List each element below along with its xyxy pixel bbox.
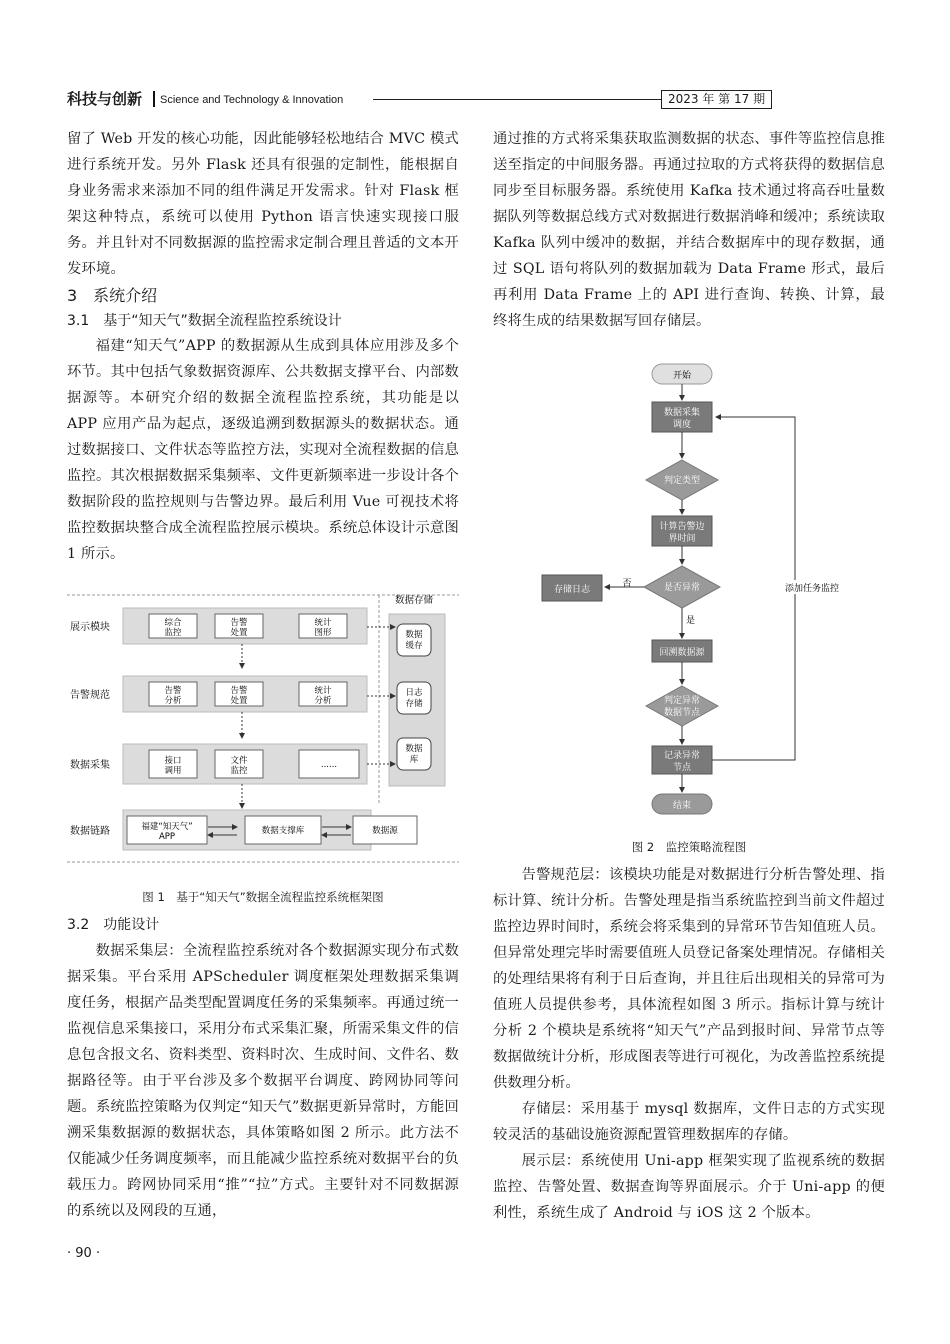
figure-2-flowchart bbox=[530, 360, 860, 825]
right-column-bottom bbox=[493, 862, 885, 1226]
log-label: 存储日志 bbox=[553, 585, 591, 595]
record-label-2: 节点 bbox=[672, 763, 692, 773]
layer-1-box-2-text-0: 统计 bbox=[314, 686, 332, 696]
right-column-top bbox=[493, 126, 885, 334]
left-paragraph-2: 福建“知天气”APP 的数据源从生成到具体应用涉及多个环节。其中包括气象数据资源库、公共数据支撑平台、内部数据源等。本研究介绍的数据全流程监控系统，其功能是以 APP 应用产品为起点，逐级追溯到数据源头的数据状态。通过数据接口、文件状态等监控方法，实现对全流程数据的信息监控。其次根据数据采集频率、文件更新频率进一步设计各个数据阶段的监控规则与告警边界。最后利用 Vue 可视技术将监控数据块整合成全流程监控展示模块。系统总体设计示意图 1 所示。 bbox=[67, 338, 459, 562]
storage-title: 数据存储 bbox=[394, 595, 434, 606]
left-paragraph-3: 数据采集层：全流程监控系统对各个数据源实现分布式数据采集。平台采用 APScheduler 调度框架处理数据采集调度任务，根据产品类型配置调度任务的采集频率。再通过统一监视信息采集接口，采用分布式采集汇聚，所需采集文件的信息包含报文名、资料类型、资料时次、生成时间、文件名、数据路径等。由于平台涉及多个数据平台调度、跨网协同等问题。系统监控策略为仅判定“知天气”数据更新异常时，方能回溯采集数据源的数据状态，具体策略如图 2 所示。此方法不仅能减少任务调度频率，而且能减少监控系统对数据平台的负载压力。跨网协同采用“推”“拉”方式。主要针对不同数据源的系统以及网段的互通， bbox=[67, 943, 459, 1219]
layer-2-box-2-text-0: ...... bbox=[320, 760, 338, 770]
store-1-text-0: 日志 bbox=[405, 688, 423, 698]
section-heading-3: 3 系统介绍 bbox=[67, 286, 158, 305]
header-divider bbox=[153, 91, 155, 107]
layer-0-box-2-text-1: 图形 bbox=[314, 628, 332, 638]
start-label: 开始 bbox=[672, 371, 692, 381]
judge-node-label-2: 数据节点 bbox=[663, 708, 701, 718]
store-2-text-1: 库 bbox=[409, 755, 419, 765]
layer-2-box-1-text-0: 文件 bbox=[230, 756, 248, 766]
section-heading-3-2: 3.2 功能设计 bbox=[67, 917, 160, 933]
end-label: 结束 bbox=[672, 801, 692, 811]
is-abnormal-label: 是否异常 bbox=[663, 583, 701, 593]
store-0-text-0: 数据 bbox=[405, 630, 423, 640]
right-paragraph-1: 通过推的方式将采集获取监测数据的状态、事件等监控信息推送至指定的中间服务器。再通过拉取的方式将获得的数据信息同步至目标服务器。系统使用 Kafka 技术通过将高吞吐量数据队列等数据总线方式对数据进行数据消峰和缓冲；系统读取 Kafka 队列中缓冲的数据，并结合数据库中的现存数据，通过 SQL 语句将队列的数据加载为 Data Frame 形式，最后再利用 Data Frame 上的 API 进行查询、转换、计算，最终将生成的结果数据写回存储层。 bbox=[493, 131, 885, 329]
collect-label-1: 数据采集 bbox=[663, 408, 701, 418]
layer-0-box-2-text-0: 统计 bbox=[314, 618, 332, 628]
left-column-bottom bbox=[67, 938, 459, 1224]
figure-2-caption: 图 2 监控策略流程图 bbox=[631, 840, 747, 854]
layer-1-box-1-text-0: 告警 bbox=[230, 686, 248, 696]
calc-label-1: 计算告警边 bbox=[659, 522, 705, 532]
trace-label: 回溯数据源 bbox=[659, 648, 705, 658]
yes-label: 是 bbox=[686, 616, 696, 626]
layer-1-box-1-text-1: 处置 bbox=[230, 696, 248, 706]
left-column-top bbox=[67, 126, 459, 567]
judge-node-node bbox=[646, 686, 718, 726]
layer-2-box-1-text-1: 监控 bbox=[230, 766, 248, 776]
layer-3-box-2-text-0: 数据源 bbox=[372, 826, 398, 836]
layer-3-box-1-text-0: 数据支撑库 bbox=[261, 826, 305, 836]
record-label-1: 记录异常 bbox=[663, 751, 701, 761]
store-1-text-1: 存储 bbox=[405, 699, 423, 709]
layer-1-box-2-text-1: 分析 bbox=[314, 696, 332, 706]
layer-2-box-0-text-1: 调用 bbox=[164, 766, 182, 776]
left-paragraph-1: 留了 Web 开发的核心功能，因此能够轻松地结合 MVC 模式进行系统开发。另外 Flask 还具有很强的定制性，能根据自身业务需求来添加不同的组件满足开发需求。针对 Flask 框架这种特点，系统可以使用 Python 语言快速实现接口服务。并且针对不同数据源的监控需求定制合理且普适的文本开发环境。 bbox=[67, 131, 459, 277]
store-2-text-0: 数据 bbox=[405, 744, 423, 754]
add-task-label: 添加任务监控 bbox=[784, 584, 840, 594]
layer-0-box-1-text-0: 告警 bbox=[230, 618, 248, 628]
page-number: · 90 · bbox=[67, 1246, 101, 1261]
journal-name: 科技与创新 bbox=[67, 90, 143, 108]
right-paragraph-3: 存储层：采用基于 mysql 数据库，文件日志的方式实现较灵活的基础设施资源配置管理数据库的存储。 bbox=[493, 1101, 885, 1143]
layer-1-box-0-text-1: 分析 bbox=[164, 696, 182, 706]
right-paragraph-2: 告警规范层：该模块功能是对数据进行分析告警处理、指标计算、统计分析。告警处理是指当系统监控到当前文件超过监控边界时间时，系统会将采集到的异常环节告知值班人员。但异常处理完毕时需要值班人员登记备案处理情况。存储相关的处理结果将有利于日后查询，并且往后出现相关的异常可为值班人员提供参考，具体流程如图 3 所示。指标计算与统计分析 2 个模块是系统将“知天气”产品到报时间、异常节点等数据做统计分析，形成图表等进行可视化，为改善监控系统提供数理分析。 bbox=[493, 867, 885, 1091]
judge-type-label: 判定类型 bbox=[663, 476, 701, 486]
layer-label-0: 展示模块 bbox=[70, 622, 110, 633]
store-0-text-1: 缓存 bbox=[405, 641, 423, 651]
collect-label-2: 调度 bbox=[672, 420, 692, 430]
figure-1-caption: 图 1 基于“知天气”数据全流程监控系统框架图 bbox=[142, 890, 384, 904]
layer-label-1: 告警规范 bbox=[70, 690, 110, 701]
store-2 bbox=[397, 738, 431, 770]
layer-3-box-0-text-1: APP bbox=[158, 832, 176, 842]
judge-node-label-1: 判定异常 bbox=[663, 696, 701, 706]
layer-2-box-0-text-0: 接口 bbox=[164, 756, 182, 766]
layer-3-box-0-text-0: 福建“知天气” bbox=[141, 822, 193, 832]
figure-1-architecture bbox=[67, 592, 459, 864]
no-label: 否 bbox=[622, 579, 632, 589]
layer-label-2: 数据采集 bbox=[70, 760, 110, 771]
store-1 bbox=[397, 682, 431, 714]
layer-1-box-0-text-0: 告警 bbox=[164, 686, 182, 696]
running-header bbox=[67, 89, 887, 113]
layer-0-box-0-text-1: 监控 bbox=[164, 628, 182, 638]
issue-label: 2023 年 第 17 期 bbox=[661, 90, 772, 109]
layer-0-box-1-text-1: 处置 bbox=[230, 628, 248, 638]
section-heading-3-1: 3.1 基于“知天气”数据全流程监控系统设计 bbox=[67, 313, 342, 329]
store-0 bbox=[397, 624, 431, 656]
calc-label-2: 界时间 bbox=[668, 534, 696, 544]
layer-label-3: 数据链路 bbox=[70, 826, 110, 837]
journal-name-en: Science and Technology & Innovation bbox=[160, 94, 344, 106]
layer-0-box-0-text-0: 综合 bbox=[164, 618, 182, 628]
header-rule bbox=[373, 99, 661, 100]
right-paragraph-4: 展示层：系统使用 Uni-app 框架实现了监视系统的数据监控、告警处置、数据查询等界面展示。介于 Uni-app 的便利性，系统生成了 Android 与 iOS 这 2 个版本。 bbox=[493, 1153, 885, 1221]
